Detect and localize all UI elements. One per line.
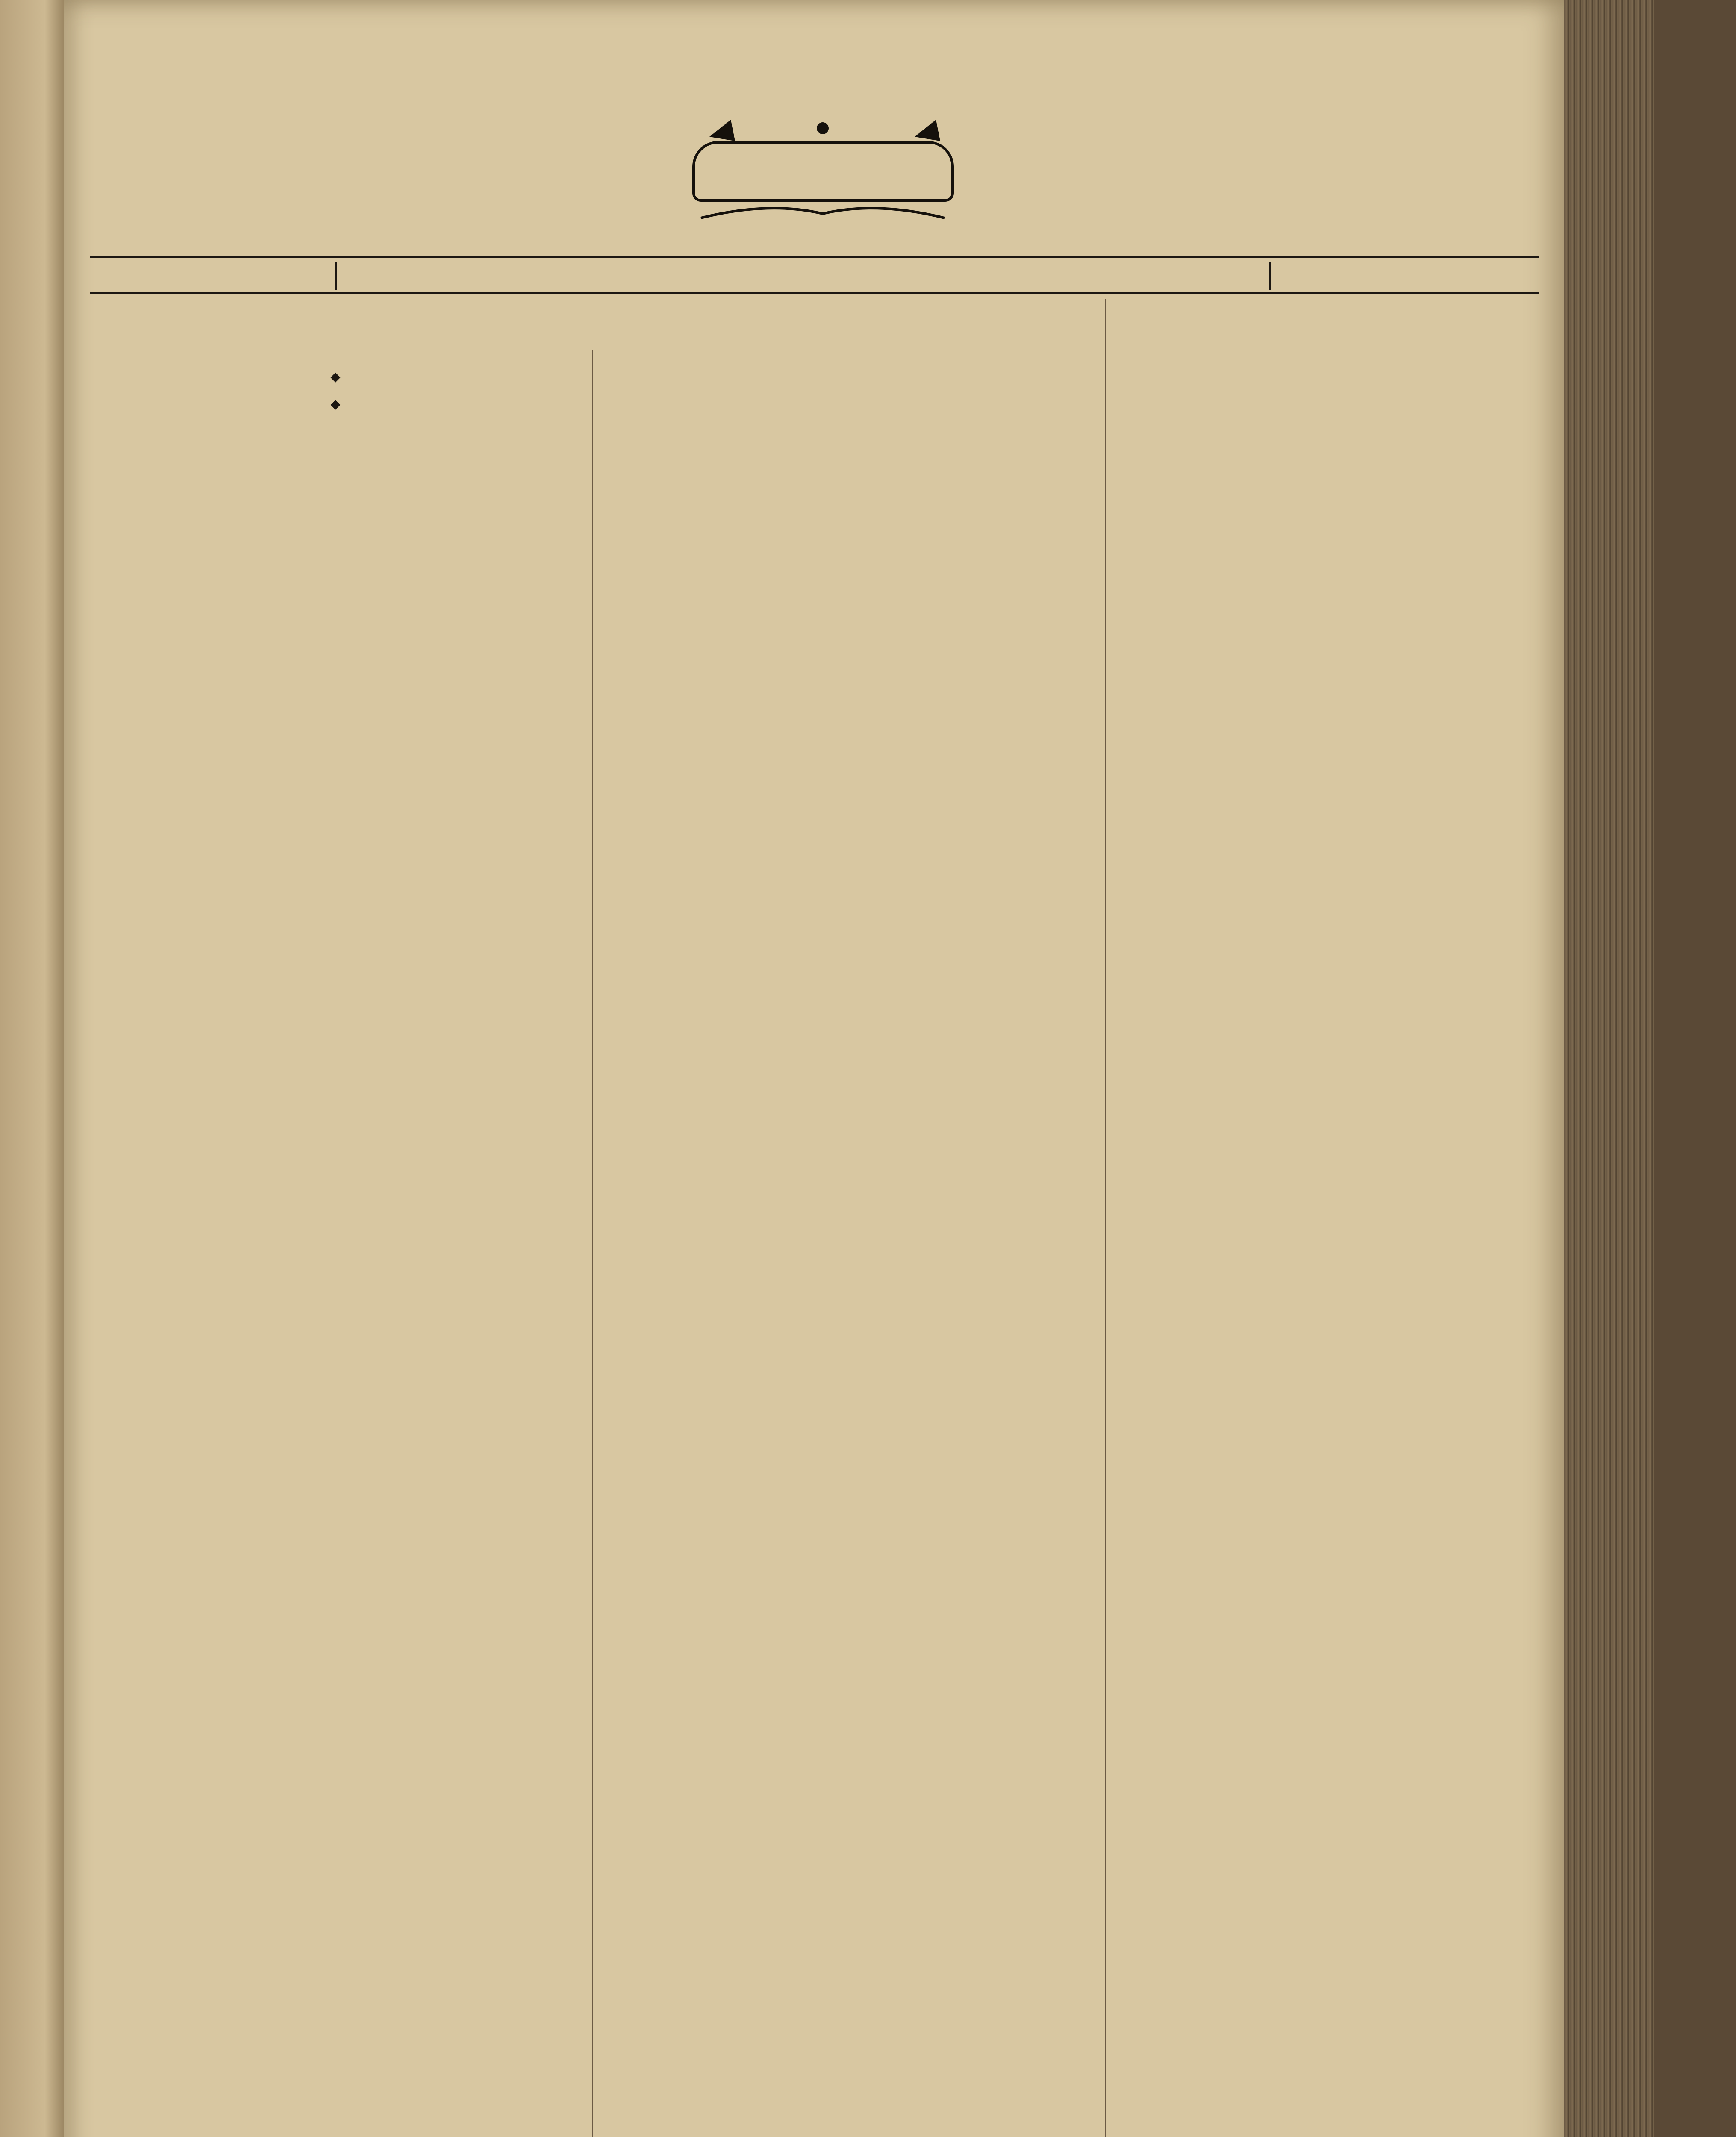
- dateline-divider: [1269, 262, 1271, 290]
- divider-ornament: ◆: [330, 397, 341, 412]
- masthead: [81, 103, 1543, 248]
- dateline: [90, 256, 1539, 294]
- book-cover-edge: [1654, 0, 1736, 2137]
- column-1: [90, 299, 581, 416]
- motto-ribbon: [692, 141, 954, 202]
- newspaper-page: [64, 0, 1564, 2137]
- column-rule: [1105, 299, 1106, 2137]
- column-rule: [592, 350, 593, 2137]
- masthead-emblem: [684, 111, 962, 239]
- previous-page-edge: [0, 0, 64, 2137]
- divider-ornament: ◆: [330, 369, 341, 384]
- dateline-divider: [335, 262, 337, 290]
